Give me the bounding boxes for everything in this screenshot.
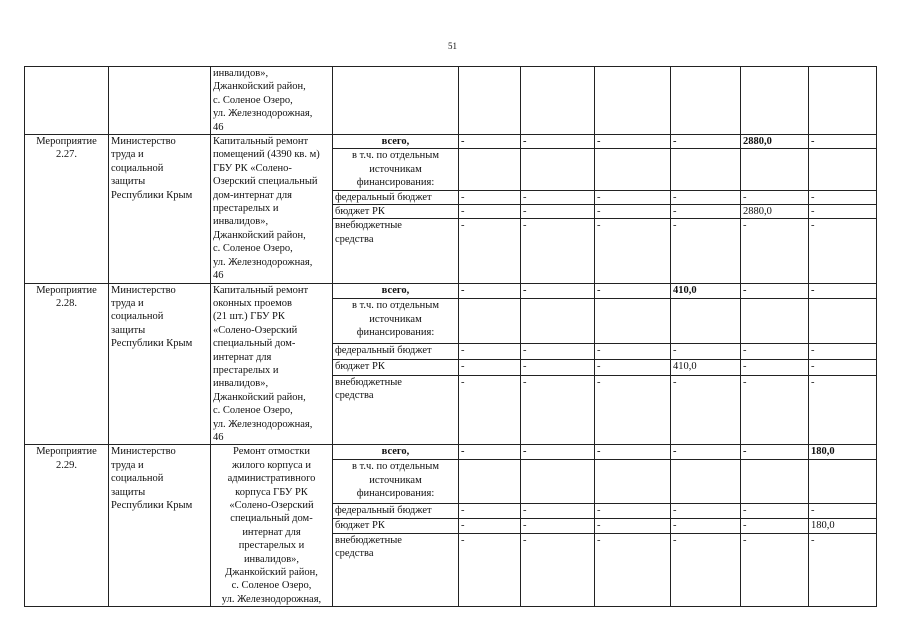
continuation-id-cell	[25, 67, 109, 135]
funding-value-cell	[459, 149, 521, 190]
funding-value-cell: -	[741, 375, 809, 445]
funding-value-cell	[741, 149, 809, 190]
funding-value-cell: -	[741, 445, 809, 460]
funding-source-label: в т.ч. по отдельным источникам финансирования:	[333, 149, 459, 190]
funding-value-cell: -	[671, 344, 741, 360]
funding-value-cell: -	[595, 375, 671, 445]
continuation-executor-cell	[109, 67, 211, 135]
funding-value-cell	[459, 460, 521, 503]
program-table	[24, 66, 877, 607]
funding-value-cell	[671, 149, 741, 190]
continuation-description: инвалидов», Джанкойский район, с. Соленое Озеро, ул. Железнодорожная, 46	[211, 67, 333, 135]
page-number: 51	[448, 41, 457, 51]
event-executor: Министерство труда и социальной защиты Республики Крым	[109, 135, 211, 283]
funding-source-label: в т.ч. по отдельным источникам финансирования:	[333, 460, 459, 503]
funding-value-cell: -	[595, 219, 671, 283]
funding-value-cell: -	[595, 283, 671, 299]
funding-value-cell: -	[809, 344, 877, 360]
funding-value-cell: -	[741, 283, 809, 299]
funding-value-cell	[521, 149, 595, 190]
funding-value-cell: -	[521, 190, 595, 204]
funding-value-cell: -	[595, 205, 671, 219]
funding-value-cell	[595, 149, 671, 190]
funding-source-label: внебюджетные средства	[333, 533, 459, 606]
funding-source-label: федеральный бюджет	[333, 190, 459, 204]
funding-value-cell: -	[741, 518, 809, 533]
funding-value-cell: -	[809, 205, 877, 219]
funding-value-cell: -	[459, 533, 521, 606]
funding-value-cell: -	[595, 344, 671, 360]
continuation-value-cell	[741, 67, 809, 135]
funding-value-cell: -	[521, 503, 595, 518]
funding-source-label: всего,	[333, 283, 459, 299]
funding-value-cell: -	[809, 219, 877, 283]
funding-value-cell	[459, 299, 521, 344]
funding-value-cell	[521, 299, 595, 344]
funding-value-cell: -	[595, 518, 671, 533]
funding-value-cell: -	[459, 283, 521, 299]
funding-value-cell: -	[459, 375, 521, 445]
funding-value-cell: -	[521, 283, 595, 299]
funding-value-cell: -	[459, 445, 521, 460]
funding-value-cell	[809, 299, 877, 344]
funding-source-label: бюджет РК	[333, 205, 459, 219]
funding-source-label: бюджет РК	[333, 518, 459, 533]
funding-source-label: в т.ч. по отдельным источникам финансирования:	[333, 299, 459, 344]
funding-source-label: внебюджетные средства	[333, 219, 459, 283]
funding-value-cell: -	[521, 344, 595, 360]
event-row-total	[25, 135, 877, 149]
funding-value-cell: -	[459, 205, 521, 219]
funding-source-label: федеральный бюджет	[333, 344, 459, 360]
event-executor: Министерство труда и социальной защиты Республики Крым	[109, 283, 211, 445]
funding-value-cell: -	[809, 503, 877, 518]
funding-value-cell: 2880,0	[741, 135, 809, 149]
funding-value-cell: 410,0	[671, 283, 741, 299]
funding-value-cell	[741, 460, 809, 503]
event-row-total	[25, 445, 877, 460]
event-executor: Министерство труда и социальной защиты Республики Крым	[109, 445, 211, 607]
funding-value-cell	[671, 299, 741, 344]
funding-value-cell: -	[671, 219, 741, 283]
funding-value-cell: -	[671, 518, 741, 533]
funding-source-label: всего,	[333, 445, 459, 460]
event-id: Мероприятие 2.29.	[25, 445, 109, 607]
funding-value-cell: -	[809, 359, 877, 375]
funding-value-cell: 180,0	[809, 445, 877, 460]
funding-value-cell: -	[459, 503, 521, 518]
continuation-row	[25, 67, 877, 135]
continuation-value-cell	[809, 67, 877, 135]
funding-value-cell: -	[741, 219, 809, 283]
funding-source-label: всего,	[333, 135, 459, 149]
funding-value-cell: -	[671, 375, 741, 445]
funding-value-cell	[521, 460, 595, 503]
funding-value-cell: -	[521, 359, 595, 375]
funding-value-cell: -	[595, 533, 671, 606]
funding-value-cell: -	[595, 503, 671, 518]
funding-value-cell	[809, 149, 877, 190]
continuation-value-cell	[521, 67, 595, 135]
funding-value-cell: -	[741, 503, 809, 518]
funding-value-cell: 2880,0	[741, 205, 809, 219]
funding-value-cell: -	[595, 190, 671, 204]
funding-value-cell: -	[595, 445, 671, 460]
funding-value-cell: 410,0	[671, 359, 741, 375]
funding-value-cell: -	[521, 533, 595, 606]
funding-value-cell: -	[741, 533, 809, 606]
funding-value-cell: 180,0	[809, 518, 877, 533]
funding-value-cell: -	[521, 135, 595, 149]
funding-value-cell: -	[671, 135, 741, 149]
funding-value-cell: -	[595, 359, 671, 375]
continuation-value-cell	[595, 67, 671, 135]
funding-value-cell: -	[459, 359, 521, 375]
event-id: Мероприятие 2.28.	[25, 283, 109, 445]
funding-value-cell	[595, 299, 671, 344]
funding-value-cell: -	[459, 219, 521, 283]
funding-value-cell	[809, 460, 877, 503]
funding-value-cell	[595, 460, 671, 503]
funding-value-cell: -	[459, 190, 521, 204]
funding-value-cell: -	[741, 344, 809, 360]
funding-value-cell: -	[809, 135, 877, 149]
event-id: Мероприятие 2.27.	[25, 135, 109, 283]
funding-value-cell: -	[521, 445, 595, 460]
continuation-source-cell	[333, 67, 459, 135]
funding-value-cell: -	[809, 283, 877, 299]
table-body	[25, 67, 877, 607]
continuation-value-cell	[459, 67, 521, 135]
funding-value-cell: -	[521, 375, 595, 445]
funding-value-cell: -	[809, 190, 877, 204]
funding-value-cell: -	[521, 205, 595, 219]
funding-value-cell: -	[459, 135, 521, 149]
event-description: Капитальный ремонт помещений (4390 кв. м) ГБУ РК «Солено- Озерский специальный дом-интернат для престарелых и инвалидов», Джанкойский район, с. Соленое Озеро, ул. Железнодорожная, 46	[211, 135, 333, 283]
event-row-total	[25, 283, 877, 299]
funding-value-cell	[671, 460, 741, 503]
funding-value-cell	[741, 299, 809, 344]
event-description: Капитальный ремонт оконных проемов (21 шт.) ГБУ РК «Солено-Озерский специальный дом- интернат для престарелых и инвалидов», Джанкойский район, с. Соленое Озеро, ул. Железнодорожная, 46	[211, 283, 333, 445]
funding-source-label: бюджет РК	[333, 359, 459, 375]
continuation-value-cell	[671, 67, 741, 135]
funding-value-cell: -	[521, 518, 595, 533]
funding-value-cell: -	[459, 518, 521, 533]
event-description: Ремонт отмостки жилого корпуса и административного корпуса ГБУ РК «Солено-Озерский специальный дом- интернат для престарелых и инвалидов», Джанкойский район, с. Соленое Озеро, ул. Железнодорожная,	[211, 445, 333, 607]
funding-value-cell: -	[459, 344, 521, 360]
funding-value-cell: -	[671, 190, 741, 204]
funding-source-label: федеральный бюджет	[333, 503, 459, 518]
funding-value-cell: -	[809, 375, 877, 445]
funding-value-cell: -	[595, 135, 671, 149]
funding-value-cell: -	[521, 219, 595, 283]
funding-value-cell: -	[741, 359, 809, 375]
funding-value-cell: -	[671, 445, 741, 460]
funding-value-cell: -	[741, 190, 809, 204]
funding-value-cell: -	[809, 533, 877, 606]
funding-source-label: внебюджетные средства	[333, 375, 459, 445]
funding-value-cell: -	[671, 533, 741, 606]
funding-value-cell: -	[671, 503, 741, 518]
funding-value-cell: -	[671, 205, 741, 219]
